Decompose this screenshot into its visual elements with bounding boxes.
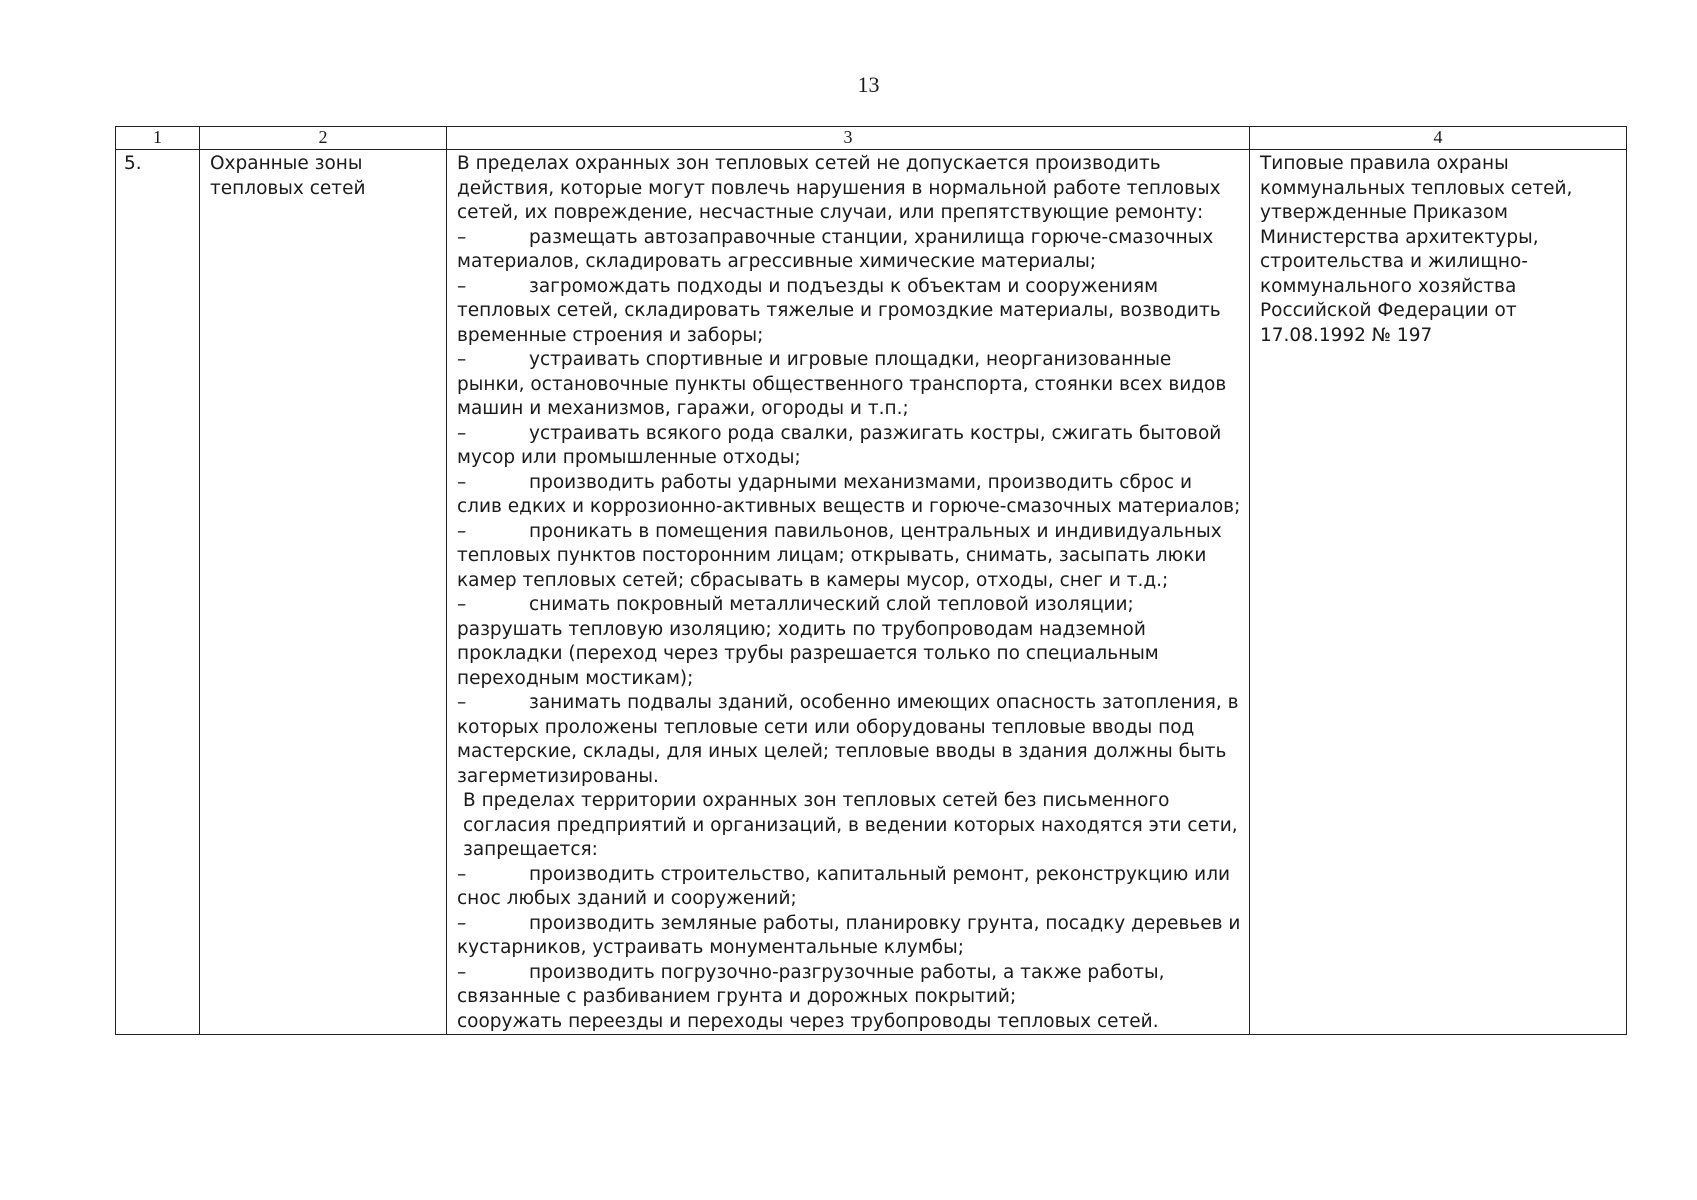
list-item [457, 422, 1241, 471]
list-item-text: размещать автозаправочные станции, хранилища горюче-смазочных материалов, складировать агрессивные химические материалы; [457, 226, 1214, 272]
header-col-2: 2 [200, 127, 447, 150]
list-item [457, 691, 1241, 789]
list-item-text: производить работы ударными механизмами, производить сброс и слив едких и коррозионно-активных веществ и горюче-смазочных материалов; [457, 471, 1241, 517]
dash-marker: – [457, 471, 467, 493]
closing-line: сооружать переезды и переходы через трубопроводы тепловых сетей. [457, 1010, 1159, 1032]
list-item-text: занимать подвалы зданий, особенно имеющих опасность затопления, в которых проложены тепловые сети или оборудованы тепловые вводы под мастерские, склады, для иных целей; тепловые вводы в здания должны быть загерметизированы. [457, 692, 1239, 787]
list-item [457, 520, 1241, 594]
list-item [457, 863, 1241, 912]
list-item-text: проникать в помещения павильонов, центральных и индивидуальных тепловых пунктов посторонним лицам; открывать, снимать, засыпать люки камер тепловых сетей; сбрасывать в камеры мусор, отходы, снег и т.д.; [457, 520, 1222, 591]
header-col-1: 1 [116, 127, 200, 150]
list-item-text: устраивать спортивные и игровые площадки, неорганизованные рынки, остановочные пункты общественного транспорта, стоянки всех видов машин и механизмов, гаражи, огороды и т.п.; [457, 349, 1227, 419]
dash-marker: – [457, 912, 467, 934]
list-item-text: загромождать подходы и подъезды к объектам и сооружениям тепловых сетей, складировать тяжелые и громоздкие материалы, возводить временные строения и заборы; [457, 275, 1221, 346]
dash-marker: – [457, 422, 467, 444]
list-item-text: снимать покровный металлический слой тепловой изоляции; разрушать тепловую изоляцию; ходить по трубопроводам надземной прокладки (переход через трубы разрешается только по специальным переходным мостикам); [457, 594, 1159, 689]
header-row [116, 127, 1627, 150]
header-col-3: 3 [447, 127, 1250, 150]
table-row [116, 150, 1627, 1035]
list-item [457, 226, 1241, 275]
dash-marker: – [457, 594, 467, 615]
requirements-cell [447, 150, 1250, 1035]
zone-name: Охранные зоны тепловых сетей [200, 150, 447, 1035]
regulation-table [115, 126, 1627, 1035]
dash-marker: – [457, 863, 467, 885]
header-col-4: 4 [1250, 127, 1627, 150]
dash-marker: – [457, 349, 467, 370]
list-item [457, 593, 1241, 691]
row-number: 5. [116, 150, 200, 1035]
second-intro-paragraph: В пределах территории охранных зон тепловых сетей без письменного согласия предприятий и организаций, в ведении которых находятся эти сети, запрещается: [463, 790, 1238, 860]
dash-marker: – [457, 520, 467, 542]
dash-marker: – [457, 275, 467, 297]
source-cell: Типовые правила охраны коммунальных тепловых сетей, утвержденные Приказом Министерства архитектуры, строительства и жилищно-коммунального хозяйства Российской Федерации от 17.08.1992 № 197 [1250, 150, 1627, 1035]
dash-marker: – [457, 226, 467, 248]
list-item-text: производить земляные работы, планировку грунта, посадку деревьев и кустарников, устраивать монументальные клумбы; [457, 912, 1241, 958]
page-number: 13 [857, 72, 880, 97]
list-item-text: устраивать всякого рода свалки, разжигать костры, сжигать бытовой мусор или промышленные отходы; [457, 422, 1222, 468]
list-item [457, 275, 1241, 349]
list-item [457, 912, 1241, 961]
list-item [457, 961, 1241, 1010]
list-item-text: производить погрузочно-разгрузочные работы, а также работы, связанные с разбиванием грунта и дорожных покрытий; [457, 961, 1165, 1007]
list-item-text: производить строительство, капитальный ремонт, реконструкцию или снос любых зданий и сооружений; [457, 863, 1231, 909]
dash-marker: – [457, 692, 467, 713]
list-item [457, 348, 1241, 422]
intro-paragraph: В пределах охранных зон тепловых сетей не допускается производить действия, которые могут повлечь нарушения в нормальной работе тепловых сетей, их повреждение, несчастные случаи, или препятствующие ремонту: [457, 153, 1221, 223]
list-item [457, 471, 1241, 520]
dash-marker: – [457, 961, 467, 983]
